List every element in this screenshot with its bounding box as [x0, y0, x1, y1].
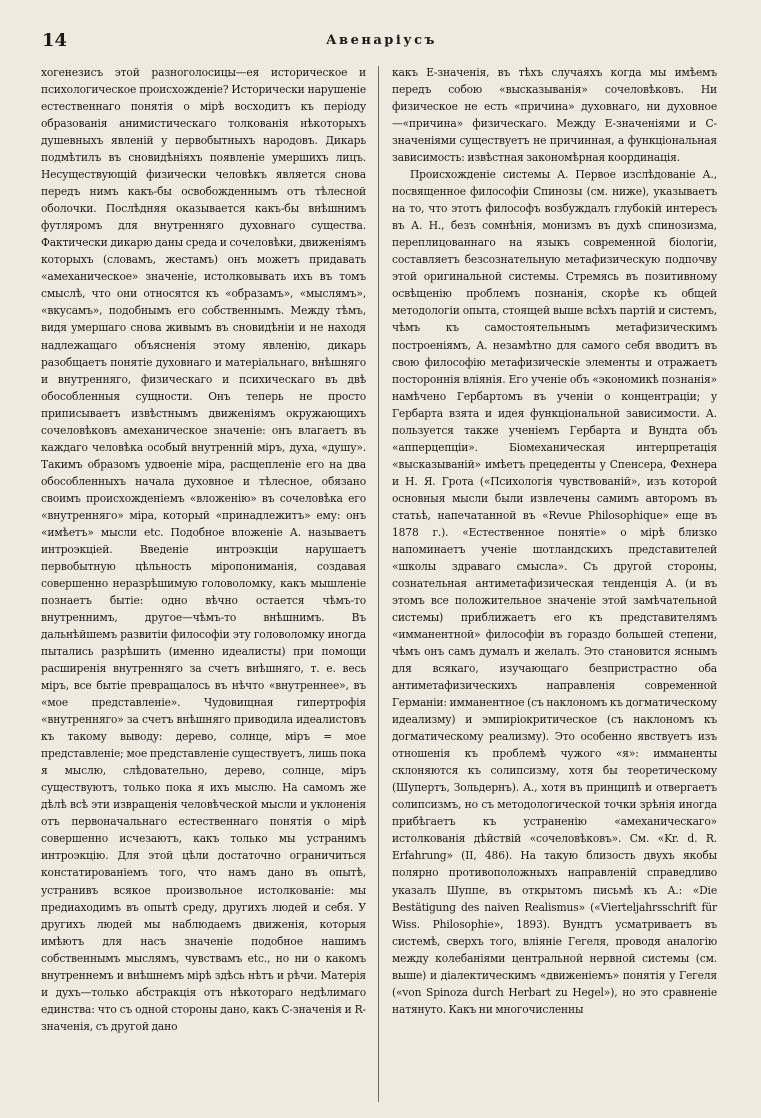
right-paragraph-2: Происхожденіе системы А. Первое изслѣдованіе А., посвященное философіи Спинозы (см. ниже), указываетъ на то, что этотъ философъ возбуждалъ глубокій интересъ въ А. Н., безъ сомнѣнія, монизмъ въ духѣ спинозизма, переплицованнаго на языкъ современной біологіи, составляетъ безсознательную метафизическую подпочву этой оригинальной системы. Стремясь въ позитивному освѣщенію проблемъ познанія, скорѣе къ общей методологіи опыта, стоящей выше всѣхъ партій и системъ, чѣмъ къ самостоятельнымъ метафизическимъ построеніямъ, А. незамѣтно для самого себя вводитъ въ свою философію метафизическіе элементы и отражаетъ постороннія вліянія. Его ученіе объ «экономикѣ познанія» намѣчено Гербартомъ въ ученіи о концентраціи; у Гербарта взята и идея функціональной зависимости. А. пользуется также ученіемъ Гербарта и Вундта объ «апперцепціи». Біомеханическая интерпретація «высказываній» имѣетъ прецеденты у Спенсера, Фехнера и Н. Я. Грота («Психологія чувствованій», изъ которой основныя мысли были извлечены самимъ авторомъ въ статьѣ, напечатанной въ «Revue Philosophique» еще въ 1878 г.). «Естественное понятіе» о мірѣ близко напоминаетъ ученіе шотландскихъ представителей «школы здраваго смысла». Съ другой стороны, сознательная антиметафизическая тенденція А. (и въ этомъ все положительное значеніе этой замѣчательной системы) приближаетъ его къ представителямъ «имманентной» философіи въ гораздо большей степени, чѣмъ онъ самъ думалъ и желалъ. Это становится яснымъ для всякаго, изучающаго безпристрастно оба антиметафизическихъ направленія современной Германіи: имманентное (съ наклономъ къ догматическому идеализму) и эмпиріокритическое (съ наклономъ къ догматическому реализму). Это особенно явствуетъ изъ отношенія къ проблемѣ чужого «я»: имманенты склоняются къ солипсизму, хотя бы теоретическому (Шупертъ, Зольдернъ). А., хотя въ принципѣ и отвергаетъ солипсизмъ, но съ методологической точки зрѣнія иногда прибѣгаетъ къ устраненію «амеханическаго» истолкованія дѣйствій «сочеловѣковъ». См. «Kr. d. R. Erfahrung» (II, 486). На такую близость двухъ якобы полярно противоположныхъ направленій справедливо указалъ Шуппе, въ открытомъ письмѣ къ А.: «Die Bestätigung des naiven Realismus» («Vierteljahrsschrift für Wiss. Philosophie», 1893). Вундтъ усматриваетъ въ системѣ, сверхъ того, вліяніе Гегеля, проводя аналогію между колебаніями центральной нервной системы (см. выше) и діалектическимъ «движеніемъ» понятія у Гегеля («von Spinoza durch Herbart zu Hegel»), но это сравненіе натянуто. Какъ ни многочисленны — [392, 168, 717, 1016]
left-column — [41, 64, 366, 1035]
right-paragraph-1: какъ Е-значенія, въ тѣхъ случаяхъ когда мы имѣемъ передъ собою «высказыванія» сочеловѣковъ. Ни физическое не есть «причина» духовнаго, ни духовное—«причина» физическаго. Между Е-значеніями и С-значеніями существуетъ не причинная, а функціональная зависимость: извѣстная закономѣрная координація. — [392, 66, 717, 165]
page-header — [40, 30, 723, 54]
left-paragraph-1: хогенезисъ этой разноголосицы—ея историческое и психологическое происхожденіе? Исторически нарушеніе естественнаго понятія о мірѣ восходитъ къ періоду образованія анимистическаго толкованія нѣкоторыхъ душевныхъ явленій у первобытныхъ народовъ. Дикарь подмѣтилъ въ сновидѣніяхъ появленіе умершихъ лицъ. Несуществующій физически человѣкъ является снова передъ нимъ какъ-бы освобожденнымъ отъ тѣлесной оболочки. Послѣдняя оказывается какъ-бы внѣшнимъ футляромъ для внутренняго духовнаго существа. Фактически дикарю даны среда и сочеловѣки, движеніямъ которыхъ (словамъ, жестамъ) онъ можетъ придавать «амеханическое» значеніе, истолковывать ихъ въ томъ смыслѣ, что они относятся къ «образамъ», «мыслямъ», «вкусамъ», подобнымъ его собственнымъ. Между тѣмъ, видя умершаго снова живымъ въ сновидѣніи и не находя надлежащаго объясненія этому явленію, дикарь разобщаетъ понятіе духовнаго и матеріальнаго, внѣшняго и внутренняго, физическаго и психическаго въ двѣ обособленныя сущности. Онъ теперь не просто приписываетъ извѣстнымъ движеніямъ окружающихъ сочеловѣковъ амеханическое значеніе: онъ влагаетъ въ каждаго человѣка особый внутренній міръ, духа, «душу». Такимъ образомъ удвоеніе міра, расщепленіе его на два обособленныхъ начала духовное и тѣлесное, обязано своимъ происхожденіемъ «вложенію» въ сочеловѣка его «внутренняго» міра, который «принадлежитъ» ему: онъ «имѣетъ» мысли etc. Подобное вложеніе А. называетъ интроэкціей. Введеніе интроэкціи нарушаетъ первобытную цѣльность міропониманія, создавая совершенно неразрѣшимую головоломку, какъ мышленіе познаетъ бытіе: одно вѣчно остается чѣмъ-то внутреннимъ, другое—чѣмъ-то внѣшнимъ. Въ дальнѣйшемъ развитіи философіи эту головоломку иногда пытались разрѣшить (именно идеалисты) при помощи расширенія внутренняго за счетъ внѣшняго, т. е. весь міръ, все бытіе превращалось въ нѣчто «внутреннее», въ «мое представленіе». Чудовищная гипертрофія «внутренняго» за счетъ внѣшняго приводила идеалистовъ къ такому выводу: дерево, солнце, міръ = мое представленіе; мое представленіе существуетъ, лишь пока я мыслю, слѣдовательно, дерево, солнце, міръ существуютъ, только пока я ихъ мыслю. На самомъ же дѣлѣ всѣ эти извращенія человѣческой мысли и уклоненія отъ первоначальнаго естественнаго понятія о мірѣ совершенно исчезаютъ, какъ только мы устранимъ интроэкцію. Для этой цѣли достаточно ограничиться констатированіемъ того, что намъ дано въ опытѣ, устранивъ всякое произвольное истолкованіе: мы предиаходимъ въ опытѣ среду, другихъ людей и себя. У другихъ людей мы наблюдаемъ движенія, которыя имѣютъ для насъ значеніе подобное нашимъ собственнымъ мыслямъ, чувствамъ etc., но ни о какомъ внутреннемъ и внѣшнемъ мірѣ здѣсь нѣтъ и рѣчи. Матерія и духъ—только абстракція отъ нѣкотораго недѣлимаго единства: что съ одной стороны дано, какъ С-значенія и R-значенія, съ другой дано — [41, 66, 366, 1033]
right-column — [392, 64, 717, 1018]
page-number: 14 — [42, 30, 68, 51]
running-title: Авенаріусъ — [325, 33, 438, 48]
column-divider — [378, 66, 379, 1102]
